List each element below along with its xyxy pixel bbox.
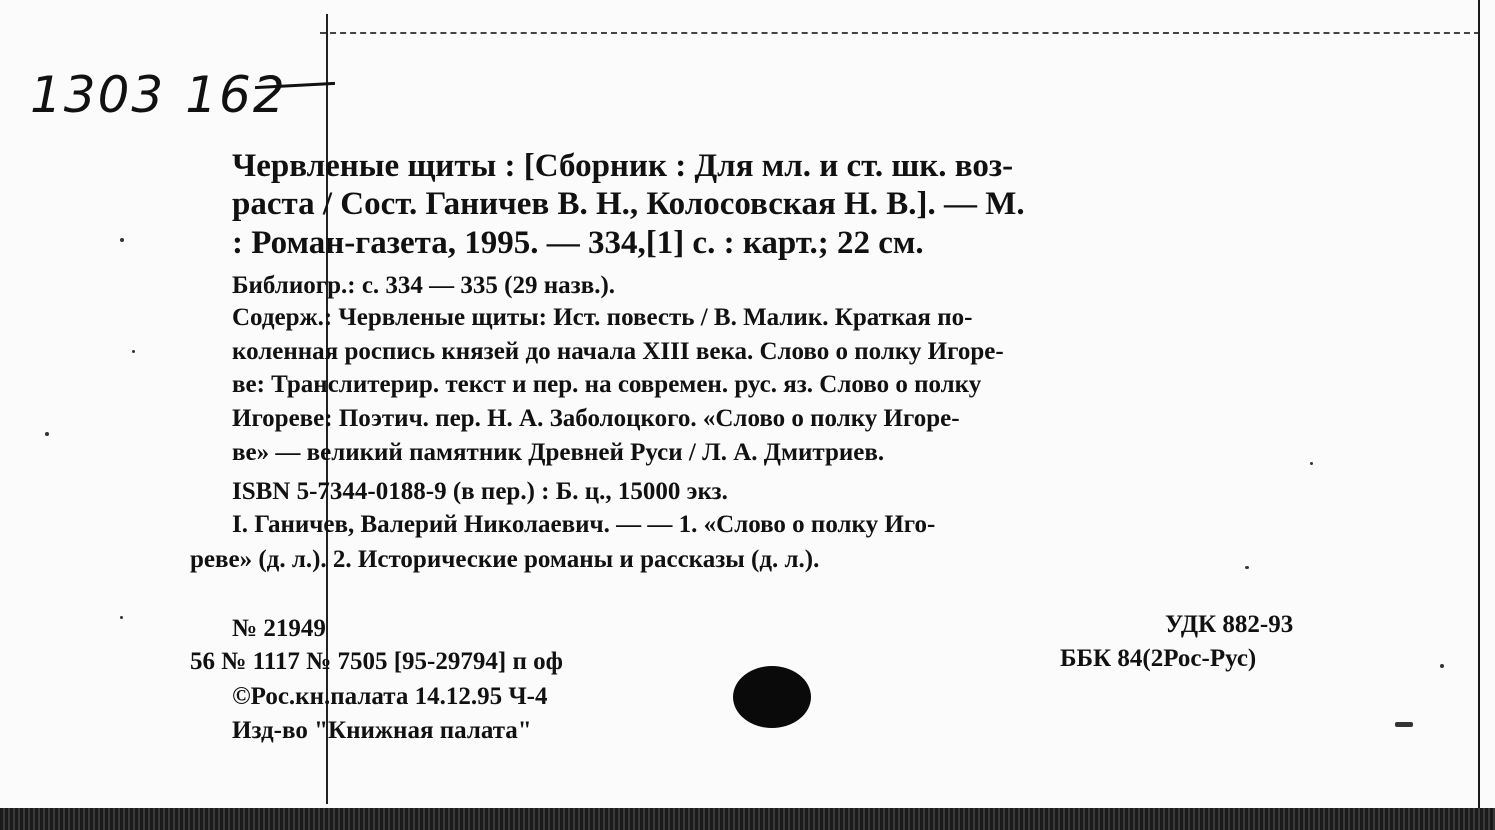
publisher-line: Изд-во "Книжная палата" [232,717,532,744]
title-line-2 [232,186,1350,223]
bibliography-note: Библиогр.: с. 334 — 335 (29 назв.). [232,272,616,299]
call-number-main: 1303 [30,66,166,124]
title-line-1 [232,148,1350,185]
scan-bottom-edge [0,808,1495,830]
scan-speck [1245,566,1249,569]
bbk-code: ББК 84(2Рос-Рус) [1060,645,1257,672]
contents-line-4: Игореве: Поэтич. пер. Н. А. Заболоцкого. «Слово о полку Игоре- [232,405,960,432]
scan-speck [120,616,123,619]
scan-top-edge [320,32,1480,34]
title-line-2-text: раста / Сост. Ганичев В. Н., Колосовская Н. В.]. — М. [232,186,1025,222]
scan-speck [120,238,124,242]
title-line-3-text: : Роман-газета, 1995. — 334,[1] с. : карт.; 22 см. [232,225,924,261]
call-number-denominator: 162 [185,66,287,124]
record-number: № 21949 [232,615,326,642]
registration-line: 56 № 1117 № 7505 [95-29794] п оф [190,648,563,675]
copyright-line: ©Рос.кн.палата 14.12.95 Ч-4 [232,683,548,710]
ink-blot [733,666,811,728]
tracings-line-1: I. Ганичев, Валерий Николаевич. — — 1. «Слово о полку Иго- [232,511,936,538]
tracings-line-2: реве» (д. л.). 2. Исторические романы и рассказы (д. л.). [190,546,820,573]
handwritten-call-number [30,66,287,124]
contents-line-2: коленная роспись князей до начала XIII века. Слово о полку Игоре- [232,338,1004,365]
contents-line-3: ве: Транслитерир. текст и пер. на современ. рус. яз. Слово о полку [232,371,982,398]
contents-line-5: ве» — великий памятник Древней Руси / Л. А. Дмитриев. [232,439,885,466]
scan-speck [1310,462,1313,465]
isbn-line: ISBN 5-7344-0188-9 (в пер.) : Б. ц., 15000 экз. [232,478,728,505]
scan-right-edge [1478,0,1480,812]
contents-line-1: Содерж.: Червленые щиты: Ист. повесть / В. Малик. Краткая по- [232,304,973,331]
udc-code: УДК 882-93 [1165,611,1294,638]
scan-speck [1395,722,1413,727]
title-line-3 [232,225,1350,262]
title-line-1-text: Червленые щиты : [Сборник : Для мл. и ст. шк. воз- [232,148,1014,184]
scan-speck [132,350,135,353]
scan-speck [1440,664,1444,668]
scan-speck [45,432,49,436]
